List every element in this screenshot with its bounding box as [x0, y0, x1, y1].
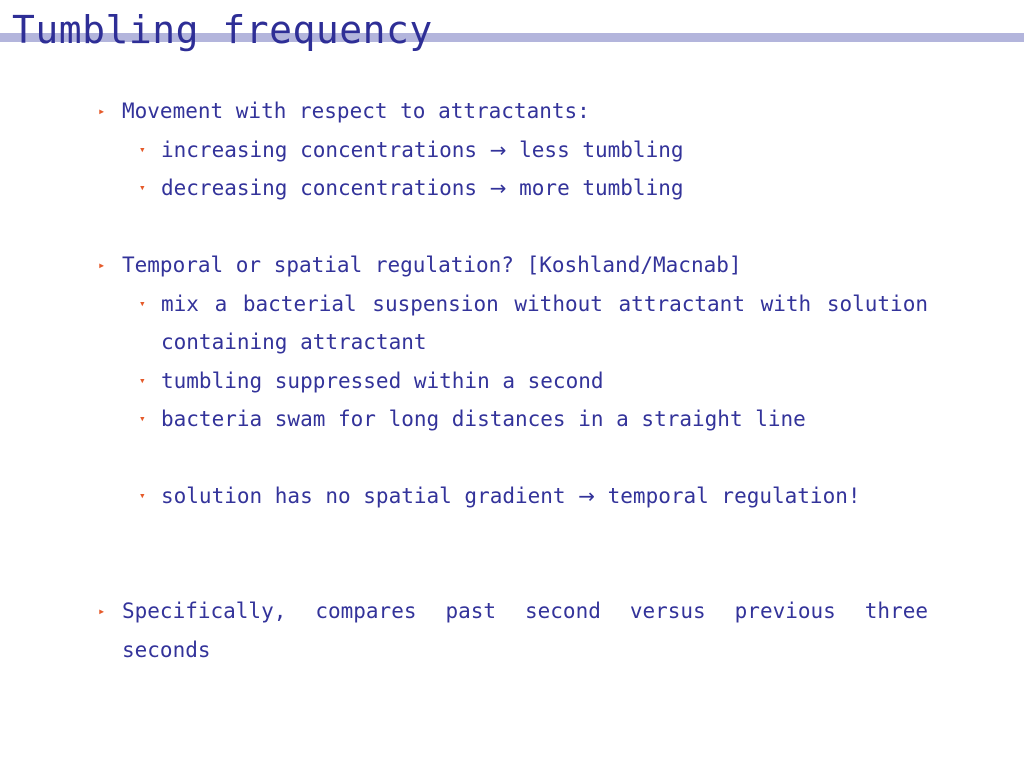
arrow-right-icon: → [489, 176, 507, 200]
arrow-right-icon: → [489, 137, 507, 162]
sub-bullet-text: decreasing concentrations → more tumbling [161, 176, 684, 200]
bullet-item [98, 92, 928, 131]
triangle-down-icon: ▾ [139, 296, 146, 310]
sub-bullet-text: tumbling suppressed within a second [161, 368, 604, 393]
sub-bullet-item [139, 400, 928, 439]
sub-bullet-item [139, 285, 928, 362]
triangle-down-icon: ▾ [139, 373, 146, 387]
bullet-item [98, 592, 928, 669]
bullet-text: Movement with respect to attractants: [122, 99, 590, 123]
triangle-down-icon: ▾ [139, 181, 146, 194]
triangle-down-icon: ▾ [139, 489, 146, 502]
arrow-right-icon: → [578, 484, 595, 508]
sub-bullet-text: solution has no spatial gradient → temporal regulation! [161, 484, 861, 508]
triangle-right-icon: ▸ [98, 258, 106, 272]
triangle-down-icon: ▾ [139, 142, 146, 156]
sub-bullet-item [139, 362, 928, 401]
bullet-text: Specifically, compares past second versus previous three seconds [122, 599, 928, 662]
triangle-right-icon: ▸ [98, 604, 106, 618]
sub-bullet-text: mix a bacterial suspension without attractant with solution containing attractant [161, 291, 928, 354]
bullet-text: Temporal or spatial regulation? [Koshland/Macnab] [122, 253, 742, 277]
bullet-item [98, 246, 928, 285]
sub-bullet-text: increasing concentrations → less tumbling [161, 137, 684, 162]
triangle-right-icon: ▸ [98, 104, 106, 118]
sub-bullet-item [139, 477, 928, 516]
sub-bullet-text: bacteria swam for long distances in a straight line [161, 407, 806, 431]
sub-bullet-item [139, 169, 928, 208]
slide-title: Tumbling frequency [12, 8, 433, 52]
sub-bullet-item [139, 131, 928, 170]
triangle-down-icon: ▾ [139, 412, 146, 425]
